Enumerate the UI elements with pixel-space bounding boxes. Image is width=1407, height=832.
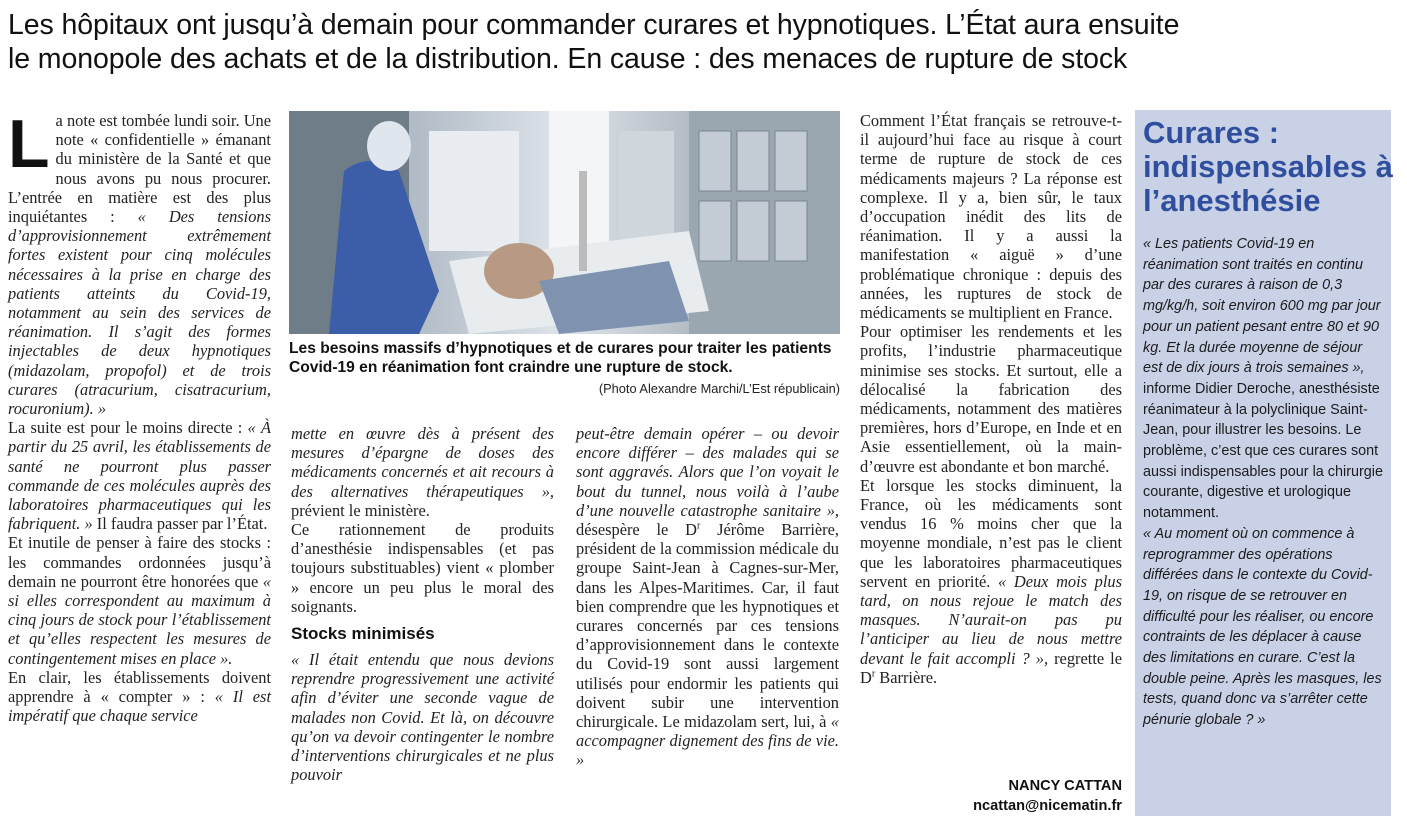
superscript: r <box>871 668 876 680</box>
photo-credit: (Photo Alexandre Marchi/L’Est républicain) <box>598 381 840 396</box>
paragraph <box>576 424 839 770</box>
headline-line-2: le monopole des achats et de la distribution. En cause : des menaces de rupture de stock <box>8 43 1128 75</box>
quote: « Il est impératif que chaque service <box>8 687 271 726</box>
quote: mette en œuvre dès à présent des mesures d’épargne de doses des médicaments concernés et ait recours à des alternatives thérapeutiques », <box>291 424 554 501</box>
article-column-4 <box>860 111 1122 687</box>
paragraph: Comment l’État français se retrouve-t-il aujourd’hui face au risque à court terme de rupture de stock de ces médicaments majeurs ? La réponse est complexe. Il y a, bien sûr, le taux d’occupation inédit des lits de réanimation. Il y a aussi la manifestation « aiguë » d’une problématique chronique : depuis des années, les ruptures de stock de médicaments se multiplient en France. <box>860 111 1122 323</box>
paragraph <box>8 668 271 726</box>
paragraph: Ce rationnement de produits d’anesthésie indispensables (et pas toujours substituables) vient « plomber » encore un peu plus le moral des soignants. <box>291 520 554 616</box>
sidebar-title: Curares : indispensables à l’anesthésie <box>1143 115 1393 218</box>
sidebar-text <box>1143 234 1385 731</box>
paragraph <box>8 106 271 419</box>
quote: « Il était entendu que nous devions reprendre progressivement une activité afin d’éviter une seconde vague de malades non Covid. Et là, on découvre qu’on va devoir contingenter le nombre d’interventions chirurgicales et ne plus pouvoir <box>291 650 554 785</box>
author-signature <box>860 776 1122 816</box>
paragraph: Pour optimiser les rendements et les profits, l’industrie pharmaceutique minimise ses stocks. Et surtout, elle a délocalisé la fabrication des médicaments, notamment des matières premières, hors d’Europe, en Inde et en Asie essentiellement, où la main-d’œuvre est abondante et bon marché. <box>860 322 1122 476</box>
paragraph <box>8 533 271 667</box>
superscript: r <box>696 520 701 532</box>
quote: « Les patients Covid-19 en réanimation sont traités en continu par des curares à raison de 0,3 mg/kg/h, soit environ 600 mg par jour pour un patient pesant entre 80 et 90 kg. Et la durée moyenne de séjour est de dix jours à trois semaines », <box>1143 236 1381 377</box>
headline <box>8 8 1403 76</box>
text: a note est tombée lundi soir. Une note « confidentielle » émanant du ministère de la Santé et que nous avons pu nous procurer. L’entrée en matière est des plus inquiétantes : <box>8 111 271 227</box>
text: La suite est pour le moins directe : <box>8 418 248 438</box>
quote: « Des tensions d’approvisionnement extrêmement fortes existent pour cinq molécules nécessaires à la prise en charge des patients atteints du Covid-19, notamment au sein des services de réanimation. Il s’agit des formes injectables de deux hypnotiques (midazolam, propofol) et de trois curares (atracurium, cisatracurium, rocuronium). » <box>8 207 271 419</box>
text: Et lorsque les stocks diminuent, la France, où les médicaments sont vendus 16 % moins cher que la moyenne mondiale, n’est pas le client que les laboratoires pharmaceutiques servent en priorité. <box>860 475 1122 591</box>
article-column-2 <box>291 424 554 784</box>
text: prévient le ministère. <box>291 500 430 520</box>
author-email: ncattan@nicematin.fr <box>973 798 1122 814</box>
quote: peut-être demain opérer – ou devoir encore différer – des malades qui se sont aggravés. Alors que l’on voyait le bout du tunnel, nous voilà à l’aube d’une nouvelle catastrophe sanitaire », <box>576 424 839 520</box>
article-photo <box>289 111 840 334</box>
quote: « si elles correspondent au maximum à cinq jours de stock pour l’établissement et qu’elles respectent les mesures de contingentement mises en place ». <box>8 571 271 668</box>
text: Jérôme Barrière, président de la commission médicale du groupe Saint-Jean à Cagnes-sur-Mer, dans les Alpes-Maritimes. Car, il faut bien comprendre que les hypnotiques et curares concernés par ces tensions d’approvisionnement dans le contexte du Covid-19 sont aussi largement utilisés pour endormir les patients qui doivent subir une intervention chirurgicale. Le midazolam sert, lui, à <box>576 520 839 732</box>
text: En clair, les établissements doivent apprendre à « compter » : <box>8 667 271 707</box>
sidebar-box <box>1135 110 1391 816</box>
article-column-1 <box>8 106 271 726</box>
paragraph <box>291 650 554 784</box>
paragraph <box>860 476 1122 687</box>
paragraph <box>8 418 271 533</box>
text: informe Didier Deroche, anesthésiste réanimateur à la polyclinique Saint-Jean, pour illustrer les besoins. Le problème, c’est que ces curares sont aussi indispensables pour la chirurgie courante, digestive et urologique notamment. <box>1143 380 1383 522</box>
drop-cap: L <box>8 106 50 182</box>
photo-caption: Les besoins massifs d’hypnotiques et de curares pour traiter les patients Covid-19 en réanimation font craindre une rupture de stock. <box>289 340 832 376</box>
paragraph <box>291 424 554 520</box>
quote: « accompagner dignement des fins de vie. » <box>576 712 839 770</box>
hospital-icu-photo <box>289 111 840 334</box>
text: Il faudra passer par l’État. <box>92 514 268 534</box>
text: Et inutile de penser à faire des stocks : les commandes ordonnées jusqu’à demain ne pourront être honorées que <box>8 533 271 591</box>
quote: « À partir du 25 avril, les établissements de santé ne pourront plus passer commande de ces molécules auprès des laboratoires pharmaceutiques qui les fabriquent. » <box>8 418 271 534</box>
author-name: NANCY CATTAN <box>1008 778 1122 794</box>
text: regrette le D <box>860 648 1122 687</box>
headline-line-1: Les hôpitaux ont jusqu’à demain pour commander curares et hypnotiques. L’État aura ensuite <box>8 9 1180 41</box>
section-subheading: Stocks minimisés <box>291 624 435 644</box>
quote: « Deux mois plus tard, on nous rejoue le match des masques. N’aurait-on pas pu l’anticiper au lieu de nous mettre devant le fait accompli ? », <box>860 571 1123 668</box>
article-column-3 <box>576 424 839 770</box>
text: Barrière. <box>875 667 938 687</box>
text: désespère le D <box>576 520 697 540</box>
quote: « Au moment où on commence à reprogrammer des opérations différées dans le contexte du Covid-19, on risque de se retrouver en difficulté pour les réaliser, ou encore contraints de les déplacer à cause des limitations en curare. C’est la double peine. Après les masques, les tests, quand donc va s’arrêter cette pénurie globale ? » <box>1143 525 1382 729</box>
